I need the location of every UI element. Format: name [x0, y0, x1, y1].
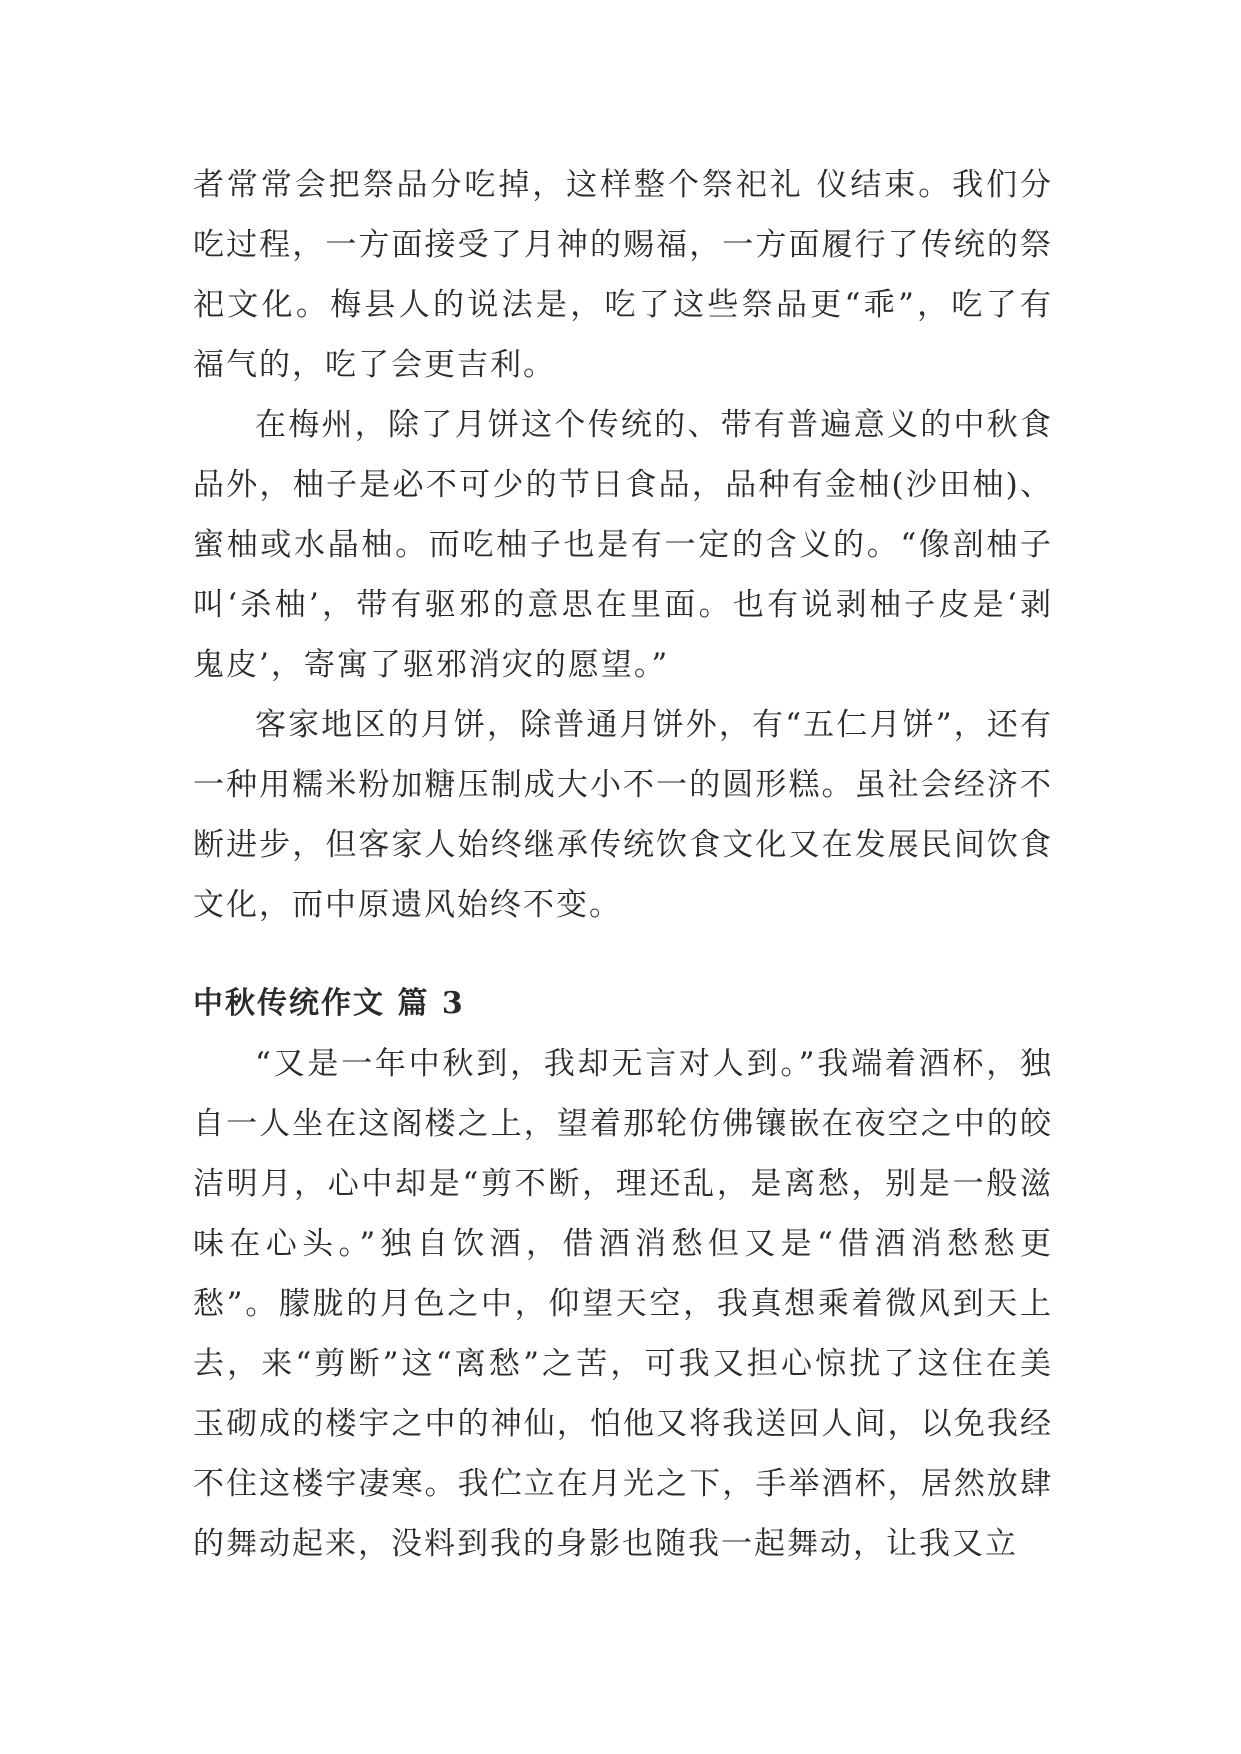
paragraph-hakka-mooncake: 客家地区的月饼，除普通月饼外，有“五仁月饼”，还有一种用糯米粉加糖压制成大小不一的圆形糕。虽社会经济不断进步，但客家人始终继承传统饮食文化又在发展民间饮食文化，而中原遗风始终不变。 — [193, 707, 1053, 923]
body-text-part-1 — [193, 155, 1053, 935]
body-text-part-2 — [193, 1034, 1053, 1574]
paragraph-pomelo: 在梅州，除了月饼这个传统的、带有普遍意义的中秋食品外，柚子是必不可少的节日食品，品种有金柚(沙田柚)、蜜柚或水晶柚。而吃柚子也是有一定的含义的。“像剖柚子叫‘杀柚’，带有驱邪的意思在里面。也有说剥柚子皮是‘剥鬼皮’，寄寓了驱邪消灾的愿望。” — [193, 407, 1053, 683]
paragraph-offering-sharing: 者常常会把祭品分吃掉，这样整个祭祀礼 仪结束。我们分吃过程，一方面接受了月神的赐福，一方面履行了传统的祭祀文化。梅县人的说法是，吃了这些祭品更“乖”，吃了有福气的，吃了会更吉利。 — [193, 167, 1053, 383]
paragraph-essay-3-opening: “又是一年中秋到，我却无言对人到。”我端着酒杯，独自一人坐在这阁楼之上，望着那轮仿佛镶嵌在夜空之中的皎洁明月，心中却是“剪不断，理还乱，是离愁，别是一般滋味在心头。”独自饮酒，借酒消愁但又是“借酒消愁愁更愁”。朦胧的月色之中，仰望天空，我真想乘着微风到天上去，来“剪断”这“离愁”之苦，可我又担心惊扰了这住在美玉砌成的楼宇之中的神仙，怕他又将我送回人间，以免我经不住这楼宇凄寒。我伫立在月光之下，手举酒杯，居然放肆的舞动起来，没料到我的身影也随我一起舞动，让我又立 — [193, 1046, 1053, 1562]
section-heading: 中秋传统作文 篇 3 — [193, 986, 465, 1021]
